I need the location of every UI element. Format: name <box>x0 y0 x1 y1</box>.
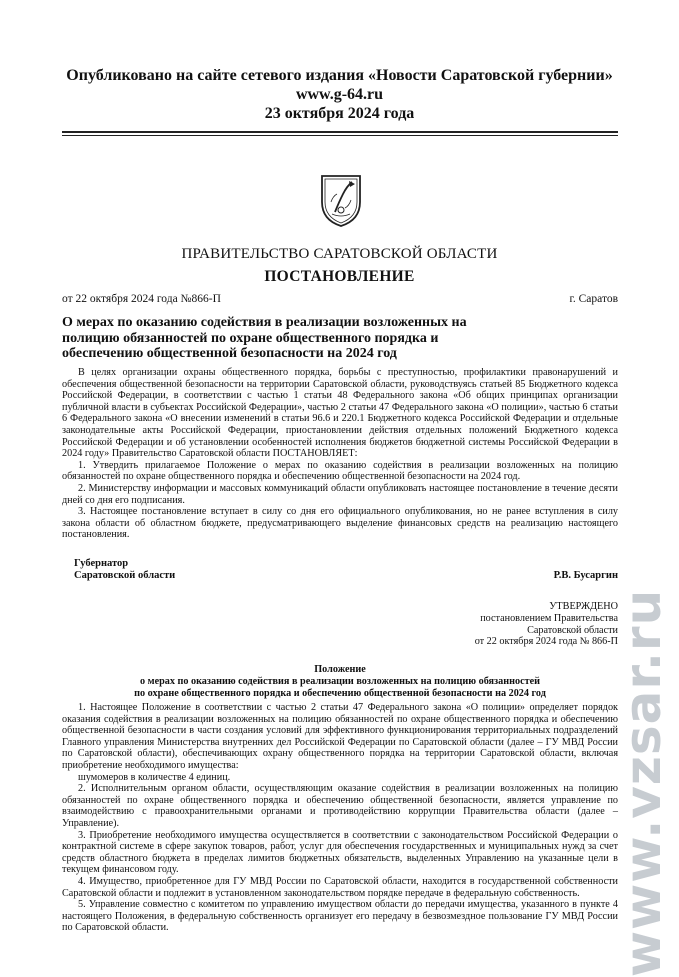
document-title: О мерах по оказанию содействия в реализации возложенных на полицию обязанностей по охране общественного порядка и обеспечению общественной безопасности на 2024 год <box>62 315 467 361</box>
document-type: ПОСТАНОВЛЕНИЕ <box>264 268 415 285</box>
watermark <box>613 588 673 977</box>
signature-name: Р.В. Бусаргин <box>553 570 618 581</box>
position-para-5: 5. Управление совместно с комитетом по управлению имуществом области до передачи имущества, указанного в пункте 4 настоящего Положения, в федеральную собственность организует его передачу в безвозмездное пользование ГУ МВД России по Саратовской области. <box>62 899 618 934</box>
header-rule <box>62 131 618 133</box>
position-body <box>62 702 618 934</box>
position-heading <box>62 664 618 699</box>
position-para-1-item: шумомеров в количестве 4 единиц. <box>78 771 231 783</box>
publication-line-2: www.g-64.ru <box>295 86 384 103</box>
preamble: В целях организации охраны общественного порядка, борьбы с преступностью, профилактики правонарушений и обеспечения общественной безопасности на территории Саратовской области, руководствуясь статьей 85 Бюджетного кодекса Российской Федерации, в соответствии с частью 1 статьи 48 Федерального закона «Об общих принципах организации публичной власти в субъектах Российской Федерации», частью 2 статьи 47 Федерального закона «О полиции», частью 6 статьи 6 Федерального закона «О внесении изменений в статьи 96.6 и 220.1 Бюджетного кодекса Российской Федерации и отдельные законодательные акты Российской Федерации, приостановлении действия отдельных положений Бюджетного кодекса Российской Федерации и об установлении особенностей исполнения бюджетов бюджетной системы Российской Федерации в 2024 году» Правительство Саратовской области ПОСТАНОВЛЯЕТ: <box>62 367 618 460</box>
item-2: 2. Министерству информации и массовых коммуникаций области опубликовать настоящее постановление в течение десяти дней со дня его подписания. <box>62 482 618 506</box>
signature-role-1: Губернатор <box>74 558 129 569</box>
publication-line-3: 23 октября 2024 года <box>264 105 415 122</box>
saratov-coat-of-arms-icon <box>319 172 363 228</box>
approved-line-2: постановлением Правительства <box>480 612 618 624</box>
watermark-text: www.vzsar.ru <box>614 588 672 977</box>
position-para-2: 2. Исполнительным органом области, осуществляющим оказание содействия в реализации возложенных на полицию обязанностей по охране общественного порядка и обеспечению общественной безопасности, является управление по взаимодействию с правоохранительными органами и противодействию коррупции Правительства области (далее – Управление). <box>62 783 618 829</box>
item-3: 3. Настоящее постановление вступает в силу со дня его официального опубликования, но не ранее вступления в силу закона области об областном бюджете, предусматривающего выделение финансовых средств на реализацию настоящего постановления. <box>62 506 618 541</box>
city: г. Саратов <box>569 293 618 305</box>
position-para-3: 3. Приобретение необходимого имущества осуществляется в соответствии с законодательством Российской Федерации о контрактной системе в сфере закупок товаров, работ, услуг для обеспечения государственных и муниципальных нужд за счет средств областного бюджета в пределах лимитов бюджетных обязательств, выделенных Управлению на указанные цели в текущем финансовом году. <box>62 829 618 876</box>
decree-body <box>62 367 618 541</box>
position-para-1: 1. Настоящее Положение в соответствии с частью 2 статьи 47 Федерального закона «О полиции» определяет порядок оказания содействия в реализации возложенных на полицию обязанностей по охране общественного порядка и обеспечению общественной безопасности в части создания условий для эффективного функционирования территориальных подразделений Главного управления Министерства внутренних дел Российской Федерации по Саратовской области (далее – ГУ МВД России по Саратовской области), обеспечивающих охрану общественного порядка на территории Саратовской области, включая приобретение необходимого имущества: <box>62 702 618 771</box>
date-number: от 22 октября 2024 года №866-П <box>62 293 221 305</box>
position-para-4: 4. Имущество, приобретенное для ГУ МВД России по Саратовской области, находится в государственной собственности Саратовской области и подлежит в установленном законодательством порядке передаче в федеральную собственность. <box>62 875 618 899</box>
government-heading: ПРАВИТЕЛЬСТВО САРАТОВСКОЙ ОБЛАСТИ <box>181 246 498 262</box>
position-subtitle-1: о мерах по оказанию содействия в реализации возложенных на полицию обязанностей <box>139 675 540 687</box>
item-1: 1. Утвердить прилагаемое Положение о мерах по оказанию содействия в реализации возложенных на полицию обязанностей по охране общественного порядка и обеспечению общественной безопасности на 2024 год. <box>62 459 618 483</box>
header-rule-thin <box>62 135 618 136</box>
signature-role-2: Саратовской области <box>74 570 176 581</box>
approved-block <box>400 601 618 648</box>
position-title: Положение <box>314 664 366 675</box>
approved-line-4: от 22 октября 2024 года № 866-П <box>474 636 618 648</box>
approved-line-1: УТВЕРЖДЕНО <box>549 601 618 612</box>
position-subtitle-2: по охране общественного порядка и обеспечению общественной безопасности на 2024 год <box>134 687 546 699</box>
approved-line-3: Саратовской области <box>527 624 618 636</box>
publication-line-1: Опубликовано на сайте сетевого издания «Новости Саратовской губернии» <box>66 67 613 84</box>
